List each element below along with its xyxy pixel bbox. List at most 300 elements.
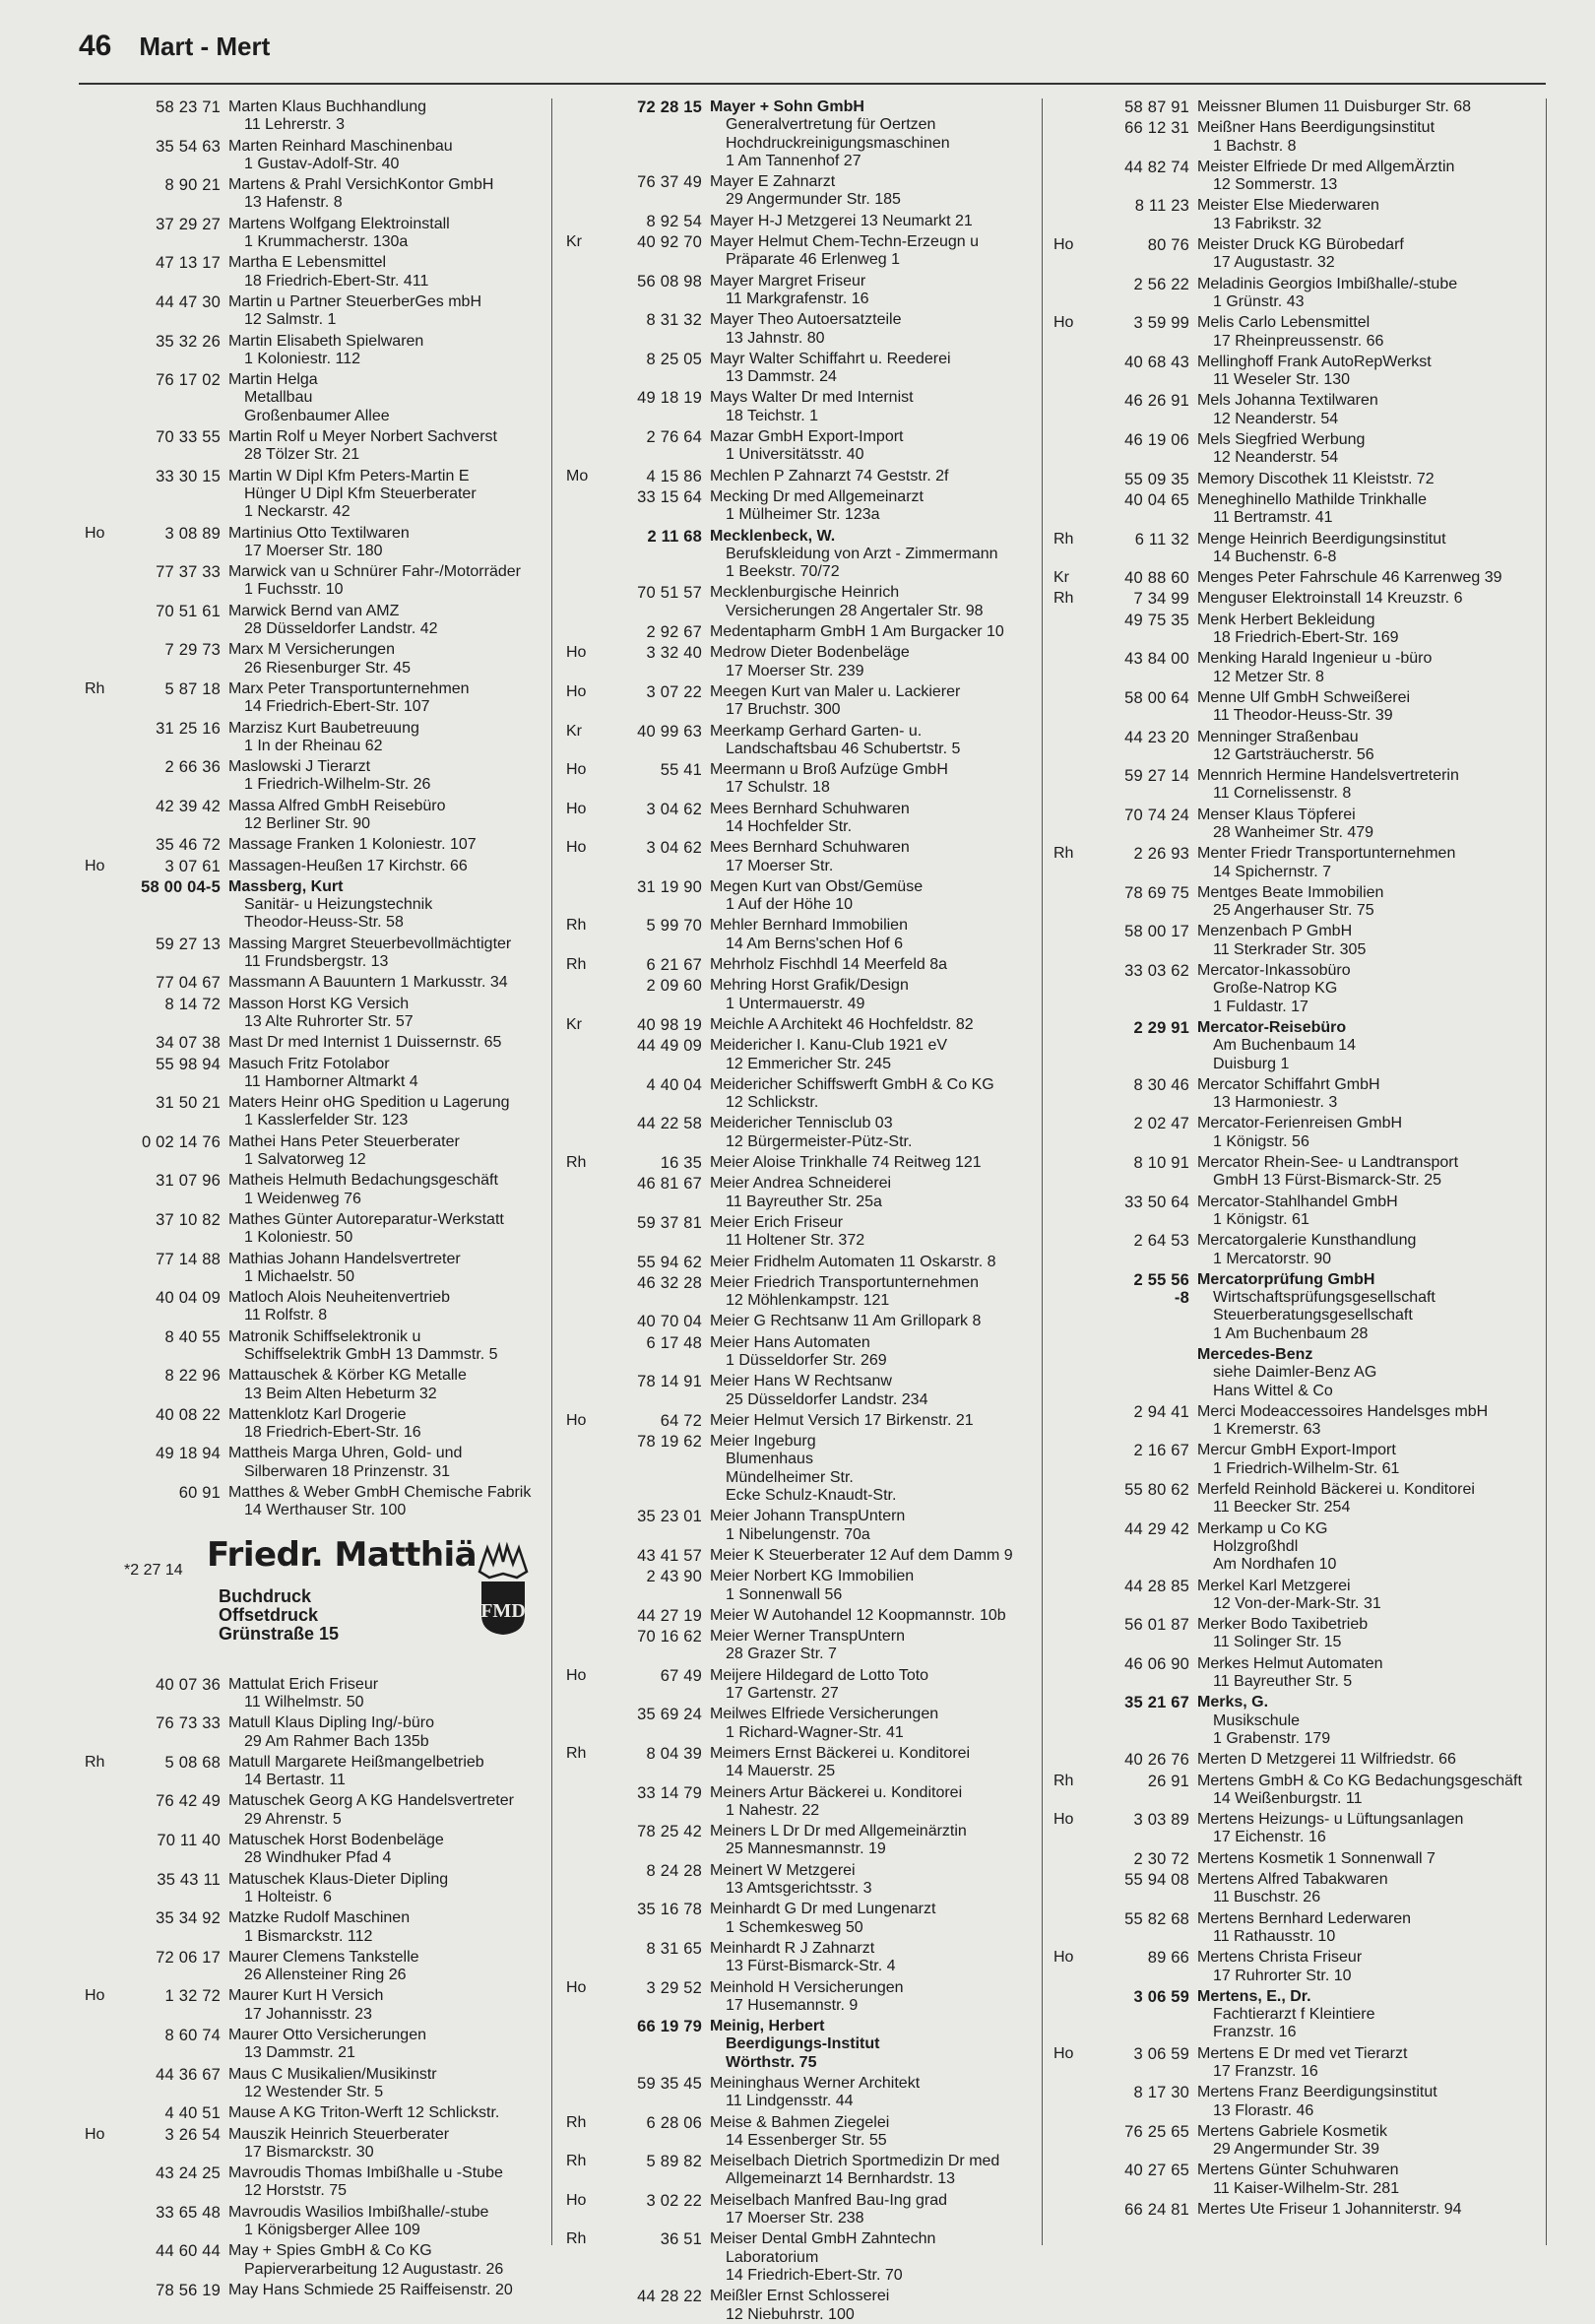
phone-number: 67 49 [660,1666,702,1685]
entry-name: Mertens Franz Beerdigungsinstitut [1197,2084,1437,2101]
phone-number: 70 74 24 [1124,806,1189,824]
entry-detail: 1 Friedrich-Wilhelm-Str. 61 [1213,1459,1400,1477]
district-code [85,371,122,389]
entry-name: Meissner Blumen 11 Duisburger Str. 68 [1197,98,1472,115]
directory-entry [1053,314,1536,351]
entry-detail: 11 Rolfstr. 8 [244,1307,328,1324]
district-code [85,2204,122,2222]
phone-number: 64 72 [660,1411,702,1430]
directory-entry [1053,1154,1536,1191]
entry-name: Matheis Helmuth Bedachungsgeschäft [228,1172,498,1190]
entry-name: Martinius Otto Textilwaren [228,524,410,542]
entry-detail: 1 Koloniestr. 50 [244,1229,353,1247]
entry-detail: Musikschule [1213,1711,1301,1729]
directory-entry [1053,119,1536,156]
district-code [566,1547,604,1565]
district-code [566,528,604,546]
entry-name: Maurer Kurt H Versich [228,1987,384,2005]
district-code [85,1133,122,1151]
entry-name: Menzenbach P GmbH [1197,923,1353,940]
district-code [85,1406,122,1424]
entry-name: Meier Erich Friseur [710,1213,844,1231]
entry-name: Mavroudis Wasilios Imbißhalle/-stube [228,2203,489,2221]
district-code [1053,612,1091,629]
entry-name: Mercator Schiffahrt GmbH [1197,1075,1380,1093]
directory-entry [85,1909,567,1946]
entry-name: Merkel Karl Metzgerei [1197,1577,1351,1594]
phone-number: 6 21 67 [646,956,702,975]
phone-number: 3 29 52 [646,1978,702,1997]
entry-detail: 1 Holteistr. 6 [244,1888,332,1905]
district-code [1053,197,1091,215]
entry-detail: 11 Sterkrader Str. 305 [1213,940,1367,958]
entry-detail: 13 Fabrikstr. 32 [1213,215,1322,232]
phone-number: 44 27 19 [637,1606,702,1625]
phone-number: 4 40 04 [646,1075,702,1094]
directory-entry [85,1676,567,1712]
entry-detail: Berufskleidung von Arzt - Zimmermann [726,545,998,562]
phone-number: 58 87 91 [1124,98,1189,116]
entry-name: Matloch Alois Neuheitenvertrieb [228,1289,451,1307]
ad-line: Offsetdruck [219,1604,319,1625]
entry-detail: 28 Wanheimer Str. 479 [1213,823,1374,841]
entry-name: Merci Modeaccessoires Handelsges mbH [1197,1402,1489,1420]
directory-entry [1053,2084,1536,2120]
entry-name: Mees Bernhard Schuhwaren [710,800,910,817]
district-code [85,798,122,815]
phone-number: 70 51 61 [156,602,221,620]
entry-name: Meier Helmut Versich 17 Birkenstr. 21 [710,1411,974,1429]
entry-name: Meinhold H Versicherungen [710,1978,904,1996]
entry-detail: 12 Von-der-Mark-Str. 31 [1213,1594,1381,1612]
entry-name: Meimers Ernst Bäckerei u. Konditorei [710,1744,971,1762]
entry-detail: 17 Moerser Str. 238 [726,2210,864,2227]
directory-entry [566,213,1049,230]
entry-name: Marx Peter Transportunternehmen [228,679,470,697]
directory-entry [85,836,567,854]
directory-entry [566,723,1049,759]
phone-number: 8 24 28 [646,1861,702,1880]
directory-entry [1053,1850,1536,1868]
entry-detail: 14 Werthauser Str. 100 [244,1502,407,1519]
district-code [85,1289,122,1307]
entry-detail: 12 Neanderstr. 54 [1213,449,1339,467]
entry-detail: 1 Fuldastr. 17 [1213,998,1308,1015]
directory-entry [566,273,1049,309]
phone-number: 33 14 79 [637,1783,702,1802]
logo-letters: FMD [480,1599,526,1622]
directory-entry [566,351,1049,387]
entry-name: Meininghaus Werner Architekt [710,2074,921,2092]
directory-entry [85,1714,567,1751]
entry-detail: 1 Friedrich-Wilhelm-Str. 26 [244,776,431,794]
directory-entry [566,1940,1049,1976]
directory-entry [1053,845,1536,881]
phone-number: 2 16 67 [1133,1442,1189,1460]
entry-detail: 25 Mannesmannstr. 19 [726,1840,886,1858]
entry-name: Martin W Dipl Kfm Peters-Martin E [228,467,470,484]
directory-entry [566,977,1049,1013]
district-code [85,1094,122,1112]
district-code: Rh [566,917,587,935]
column-3 [1053,98,1536,2219]
entry-name: Menter Friedr Transportunternehmen [1197,845,1456,863]
entry-name: Meiser Dental GmbH Zahntechn [710,2230,936,2248]
phone-number: 37 29 27 [156,215,221,233]
phone-number: 44 28 85 [1124,1577,1189,1595]
directory-entry [1053,1403,1536,1440]
district-code [566,977,604,995]
entry-detail: 26 Allensteiner Ring 26 [244,1967,407,1984]
entry-name: Mertens E Dr med vet Tierarzt [1197,2044,1408,2062]
entry-detail: 13 Amtsgerichtsstr. 3 [726,1880,872,1898]
district-code [85,2066,122,2084]
phone-number: 44 29 42 [1124,1519,1189,1538]
district-code: Ho [566,1978,587,1996]
phone-number: 7 29 73 [164,641,221,660]
phone-number: 58 23 71 [156,98,221,116]
entry-detail: 25 Angerhauser Str. 75 [1213,902,1374,920]
district-code: Rh [1053,530,1074,548]
directory-entry [1053,1520,1536,1575]
directory-entry [1053,431,1536,468]
directory-entry [85,1367,567,1403]
entry-detail: 1 Bismarckstr. 112 [244,1927,373,1945]
entry-detail: 1 Universitätsstr. 40 [726,446,864,464]
entry-name: Mays Walter Dr med Internist [710,389,914,407]
directory-entry [85,2282,567,2299]
entry-detail: 1 Am Buchenbaum 28 [1213,1324,1369,1342]
entry-detail: Versicherungen 28 Angertaler Str. 98 [726,602,984,619]
entry-detail: 12 Schlickstr. [726,1094,819,1112]
district-code [566,2288,604,2305]
directory-entry [566,956,1049,974]
phone-number: 77 04 67 [156,974,221,993]
entry-detail: Hünger U Dipl Kfm Steuerberater [244,484,477,502]
district-code: Rh [566,2230,587,2248]
district-code [1053,1578,1091,1595]
directory-entry [566,1667,1049,1704]
district-code [1053,1655,1091,1673]
entry-detail: 1 Gustav-Adolf-Str. 40 [244,155,400,172]
spacer [1053,1289,1091,1307]
entry-detail: 17 Rheinpreussenstr. 66 [1213,332,1384,350]
phone-number: 40 68 43 [1124,353,1189,371]
district-code [1053,471,1091,488]
entry-detail: 1 In der Rheinau 62 [244,737,383,754]
entry-detail: 13 Florastr. 46 [1213,2101,1314,2119]
directory-entry [566,488,1049,525]
entry-detail: 1 Sonnenwall 56 [726,1585,843,1603]
entry-detail: Laboratorium [726,2248,819,2266]
district-code [1053,1271,1091,1289]
entry-name: Meidericher Schiffswerft GmbH & Co KG [710,1075,994,1093]
district-code [1053,1346,1091,1364]
district-code [85,1034,122,1052]
directory-entry [85,1328,567,1365]
directory-entry [566,878,1049,915]
phone-number: 2 94 41 [1133,1402,1189,1421]
ad-phone-number: *2 27 14 [124,1561,183,1579]
phone-number: 31 25 16 [156,719,221,738]
entry-name: Meier Andrea Schneiderei [710,1175,892,1193]
entry-detail: Generalvertretung für Oertzen [726,116,936,134]
entry-name: Mayer + Sohn GmbH [710,98,864,115]
entry-detail: Hans Wittel & Co [1213,1382,1333,1399]
district-code [85,2164,122,2182]
district-code [85,641,122,659]
entry-detail: 11 Frundsbergstr. 13 [244,953,389,971]
district-code: Ho [566,1411,587,1429]
entry-detail: 12 Berliner Str. 90 [244,814,371,832]
entry-detail: 1 Neckarstr. 42 [244,503,351,521]
district-code [1053,1076,1091,1094]
entry-name: Meladinis Georgios Imbißhalle/-stube [1197,275,1458,292]
entry-detail: 1 Düsseldorfer Str. 269 [726,1352,887,1369]
district-code [566,213,604,230]
entry-name: Medentapharm GmbH 1 Am Burgacker 10 [710,623,1004,641]
directory-entry [566,1862,1049,1899]
phone-number: 76 73 33 [156,1714,221,1733]
district-code: Kr [566,1015,582,1033]
entry-name: Meier Hans W Rechtsanw [710,1373,892,1390]
entry-name: Mertens Alfred Tabakwaren [1197,1871,1388,1889]
phone-number: 40 07 36 [156,1675,221,1694]
directory-entry [566,2018,1049,2072]
entry-detail: 12 Neanderstr. 54 [1213,410,1339,427]
phone-number: 3 03 89 [1133,1811,1189,1830]
district-code [85,1676,122,1694]
entry-name: Merkamp u Co KG [1197,1519,1328,1537]
entry-name: Martin Helga [228,371,318,389]
phone-number: 59 27 14 [1124,767,1189,786]
entry-name: Matull Klaus Dipling Ing/-büro [228,1714,434,1732]
entry-detail: 1 Königsberger Allee 109 [244,2221,420,2238]
directory-entry [1053,471,1536,488]
entry-name: Martens Wolfgang Elektroinstall [228,215,450,232]
entry-detail: Beerdigungs-Institut [726,2035,880,2053]
entry-detail: 11 Lehrerstr. 3 [244,116,345,134]
entry-name: Meidericher Tennisclub 03 [710,1115,893,1132]
district-code [566,1508,604,1525]
district-code [85,428,122,446]
entry-detail: 11 Theodor-Heuss-Str. 39 [1213,707,1393,725]
district-code [566,1607,604,1625]
district-code [566,584,604,602]
entry-name: Mercator-Reisebüro [1197,1018,1347,1036]
entry-name: Mercatorgalerie Kunsthandlung [1197,1232,1417,1250]
directory-entry [1053,1751,1536,1769]
column-divider [1546,98,1547,2245]
phone-number: 33 65 48 [156,2203,221,2222]
district-code [85,758,122,776]
entry-name: Menking Harald Ingenieur u -büro [1197,650,1433,668]
entry-name: Mattauschek & Körber KG Metalle [228,1367,467,1385]
entry-name: Mercatorprüfung GmbH [1197,1270,1375,1288]
phone-number: 3 07 61 [164,857,221,875]
entry-name: Meegen Kurt van Maler u. Lackierer [710,682,961,700]
directory-entry [566,644,1049,680]
entry-name: Meinert W Metzgerei [710,1861,856,1879]
directory-entry [85,1987,567,2024]
entry-name: Meilwes Elfriede Versicherungen [710,1706,939,1723]
entry-name: Meißler Ernst Schlosserei [710,2288,890,2305]
directory-entry [85,293,567,330]
entry-detail: 1 Salvatorweg 12 [244,1151,366,1169]
directory-entry [1053,1271,1536,1343]
entry-name: Marx M Versicherungen [228,641,395,659]
district-code [85,1211,122,1229]
entry-detail: 11 Cornelissenstr. 8 [1213,785,1352,803]
entry-name: Meier K Steuerberater 12 Auf dem Damm 9 [710,1546,1013,1564]
entry-name: Meier Werner TranspUntern [710,1628,905,1646]
entry-name: Matuschek Georg A KG Handelsvertreter [228,1792,514,1810]
directory-entry [566,801,1049,837]
district-code [566,488,604,506]
entry-detail: 13 Alte Ruhrorter Str. 57 [244,1012,414,1030]
directory-entry [566,683,1049,720]
district-code [566,428,604,446]
entry-detail: 1 Am Tannenhof 27 [726,152,861,169]
district-code [85,1792,122,1810]
entry-name: Mayer Theo Autoersatzteile [710,311,902,329]
entry-detail: 11 Bayreuther Str. 5 [1213,1673,1353,1691]
directory-entry [566,468,1049,485]
phone-number: 59 27 13 [156,935,221,953]
entry-detail: Holzgroßhdl [1213,1537,1299,1555]
entry-name: Mast Dr med Internist 1 Duissernstr. 65 [228,1034,502,1052]
phone-number: 66 24 81 [1124,2201,1189,2220]
entry-detail: 12 Gartsträucherstr. 56 [1213,745,1374,763]
phone-number: 66 12 31 [1124,119,1189,138]
phone-number: 8 92 54 [646,212,702,230]
entry-name: Maslowski J Tierarzt [228,758,371,776]
district-code [85,563,122,581]
entry-detail: 1 Nibelungenstr. 70a [726,1525,870,1543]
entry-name: Meier Aloise Trinkhalle 74 Reitweg 121 [710,1154,982,1172]
phone-number: 76 25 65 [1124,2122,1189,2141]
phone-number: 2 02 47 [1133,1115,1189,1133]
entry-detail: 12 Salmstr. 1 [244,311,337,329]
entry-name: May + Spies GmbH & Co KG [228,2242,432,2260]
entry-detail: 11 Beecker Str. 254 [1213,1499,1351,1517]
district-code [85,1172,122,1190]
phone-number: 8 31 65 [646,1939,702,1958]
entry-detail: 12 Bürgermeister-Pütz-Str. [726,1132,913,1150]
directory-entry [1053,923,1536,959]
entry-detail: 11 Lindgensstr. 44 [726,2093,854,2110]
directory-entry [566,1979,1049,2016]
entry-detail: 26 Riesenburger Str. 45 [244,659,411,677]
district-code [1053,159,1091,176]
entry-detail: 13 Dammstr. 24 [726,368,837,386]
directory-entry [566,233,1049,270]
phone-number: 3 26 54 [164,2125,221,2144]
entry-name: Merkes Helmut Automaten [1197,1654,1383,1672]
entry-detail: 12 Emmericher Str. 245 [726,1055,892,1072]
entry-detail: 11 Holtener Str. 372 [726,1232,865,1250]
phone-number: 8 40 55 [164,1327,221,1346]
entry-name: Meinhardt R J Zahnarzt [710,1939,875,1957]
district-code: Rh [566,2153,587,2170]
district-code [566,623,604,641]
entry-name: Massa Alfred GmbH Reisebüro [228,797,446,814]
directory-entry [1053,159,1536,195]
directory-entry [1053,1194,1536,1230]
phone-number: 40 70 04 [637,1313,702,1331]
entry-detail: Blumenhaus [726,1451,813,1468]
directory-entry [85,603,567,639]
directory-entry [566,1016,1049,1034]
phone-number: 72 06 17 [156,1948,221,1967]
directory-entry [566,1154,1049,1172]
phone-number: 70 16 62 [637,1628,702,1646]
entry-name: Mathei Hans Peter Steuerberater [228,1132,460,1150]
directory-entry [1053,2162,1536,2198]
directory-entry [85,1172,567,1208]
district-code [566,98,604,116]
phone-number: 44 23 20 [1124,728,1189,746]
directory-entry [566,1373,1049,1409]
district-code: Rh [1053,845,1074,863]
entry-detail: 17 Bruchstr. 300 [726,701,841,719]
ad-line: Grünstraße 15 [219,1623,340,1644]
phone-number: 37 10 82 [156,1210,221,1229]
entry-detail: Metallbau [244,389,313,407]
phone-number: 43 84 00 [1124,650,1189,669]
entry-name: Mercator-Inkassobüro [1197,962,1351,980]
directory-entry [85,2066,567,2102]
entry-name: Mertens GmbH & Co KG Bedachungsgeschäft [1197,1772,1522,1789]
district-code [566,1115,604,1132]
entry-detail: 11 Solinger Str. 15 [1213,1634,1342,1651]
column-1 [85,98,567,2299]
district-code [566,1214,604,1232]
district-code [566,1940,604,1958]
directory-entry [1053,1871,1536,1907]
entry-detail: Wörthstr. 75 [726,2053,817,2071]
directory-entry [85,1871,567,1907]
entry-name: Mecking Dr med Allgemeinarzt [710,487,924,505]
district-code [1053,1403,1091,1421]
entry-name: Merten D Metzgerei 11 Wilfriedstr. 66 [1197,1751,1456,1769]
district-code [85,996,122,1013]
directory-entry [85,1251,567,1287]
phone-number: 49 18 19 [637,389,702,408]
entry-name: Massing Margret Steuerbevollmächtigter [228,935,512,952]
phone-number: 31 07 96 [156,1172,221,1191]
entry-name: Martha E Lebensmittel [228,254,387,272]
directory-entry [566,1214,1049,1251]
phone-number: 8 17 30 [1133,2084,1189,2102]
district-code [85,2282,122,2299]
district-code [1053,1616,1091,1634]
entry-name: Melis Carlo Lebensmittel [1197,314,1371,332]
entry-detail: 1 Mülheimer Str. 123a [726,506,880,524]
district-code [85,1367,122,1385]
entry-detail: 14 Spichernstr. 7 [1213,863,1332,880]
entry-detail: 1 Auf der Höhe 10 [726,896,853,914]
directory-entry [1053,884,1536,921]
entry-detail: Mündelheimer Str. [726,1468,854,1486]
entry-name: Meister Else Miederwaren [1197,197,1379,215]
entry-detail: 11 Kaiser-Wilhelm-Str. 281 [1213,2179,1400,2197]
entry-name: Mecklenbeck, W. [710,527,836,545]
district-code [85,176,122,194]
directory-entry [566,1313,1049,1330]
phone-number: 3 04 62 [646,800,702,818]
entry-name: Maurer Clemens Tankstelle [228,1948,419,1966]
